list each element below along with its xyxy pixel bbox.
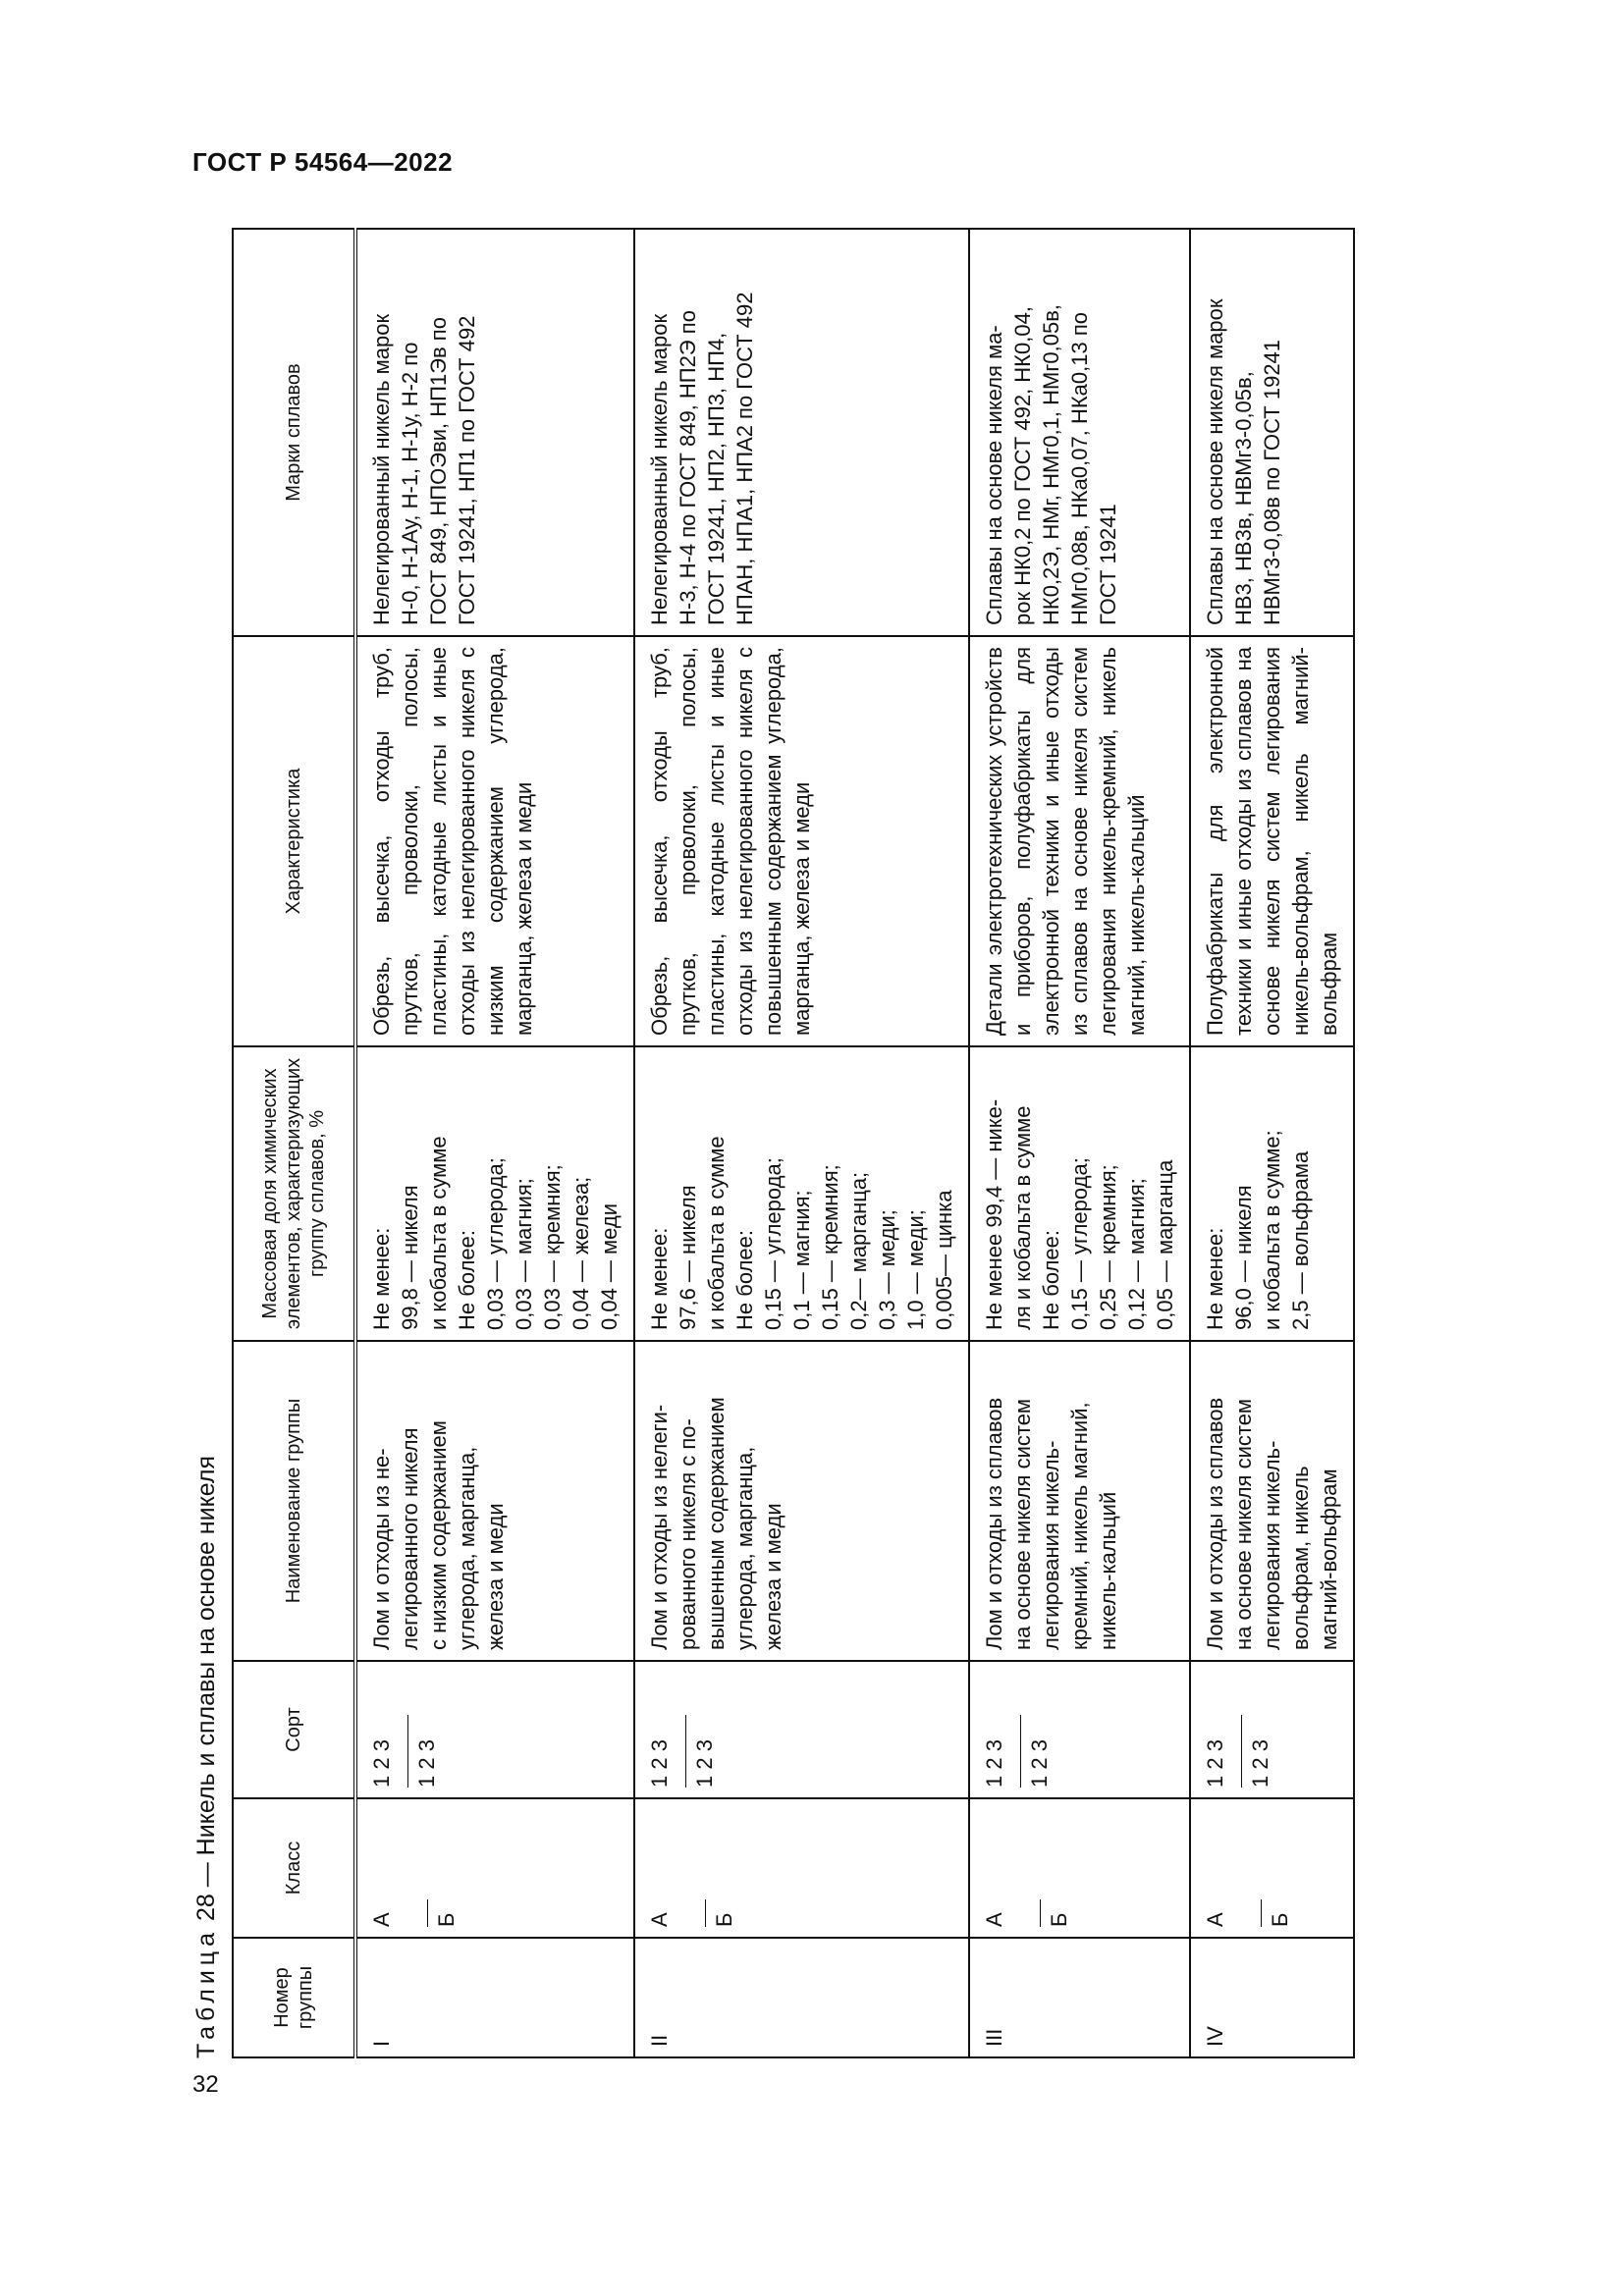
cell-characteristic: Обрезь, высечка, отходы труб, прутков, проволоки, полосы, пластины, катодные листы и иные отходы из нелегированного никеля с низким содержанием углерода, марганца, железа и меди <box>355 636 634 1046</box>
group-number: I <box>369 2040 394 2047</box>
table-caption-prefix: Таблица <box>192 1927 220 2058</box>
alloy-grade-line: НМг0,08в, НКа0,07, НКа0,13 по <box>1067 312 1092 625</box>
header-group-number: Номер группы <box>233 1938 355 2057</box>
cell-class <box>969 1798 1190 1938</box>
mass-fraction-line: Не менее 99,4 — нике- <box>982 1098 1006 1330</box>
cell-group-name <box>969 1341 1190 1661</box>
alloy-grade-line: рок НК0,2 по ГОСТ 492, НК0,04, <box>1010 306 1035 625</box>
mass-fraction-line: 0,05 — марганца <box>1153 1159 1177 1330</box>
class-b: Б <box>427 1899 460 1927</box>
table-row <box>969 229 1190 2057</box>
group-name-line: легирования никель- <box>1039 1440 1063 1650</box>
cell-class <box>1190 1798 1354 1938</box>
alloy-grade-line: НВМг3-0,08в по ГОСТ 19241 <box>1260 339 1284 625</box>
class-a: А <box>647 1912 672 1927</box>
cell-sort <box>355 1661 634 1798</box>
mass-fraction-line: 96,0 — никеля <box>1231 1185 1256 1330</box>
mass-fraction-line: 0,15 — кремния; <box>818 1164 842 1330</box>
cell-group-name <box>1190 1341 1354 1661</box>
mass-fraction-line: Не менее: <box>1203 1227 1227 1330</box>
sorts-b: 1 2 3 <box>1241 1715 1274 1788</box>
mass-fraction-line: 0,04 — меди <box>597 1202 622 1330</box>
alloy-grade-line: Сплавы на основе никеля марок <box>1203 298 1227 625</box>
table-row <box>1190 229 1354 2057</box>
cell-mass-fraction <box>1190 1046 1354 1341</box>
alloy-grade-line: ГОСТ 19241, НП2, НП3, НП4, <box>704 332 729 625</box>
cell-mass-fraction <box>355 1046 634 1341</box>
header-group-name: Наименование группы <box>233 1341 355 1661</box>
group-name-line: Лом и отходы из нелеги- <box>647 1404 672 1650</box>
mass-fraction-line: 0,03 — кремния; <box>540 1164 565 1330</box>
cell-group-number <box>1190 1938 1354 2057</box>
group-name-line: легирования никель- <box>1260 1440 1284 1650</box>
cell-alloy-grades <box>355 229 634 636</box>
table-header-row <box>233 229 355 2057</box>
cell-sort <box>634 1661 969 1798</box>
mass-fraction-line: 0,12 — магния; <box>1124 1178 1149 1330</box>
group-name-line: Лом и отходы из не- <box>369 1448 394 1650</box>
class-a: А <box>1203 1912 1227 1927</box>
cell-group-name <box>634 1341 969 1661</box>
group-name-line: Лом и отходы из сплавов <box>1203 1397 1227 1650</box>
mass-fraction-line: 0,03 — магния; <box>512 1178 536 1330</box>
alloy-grade-line: Нелегированный никель марок <box>647 313 672 625</box>
alloy-grade-line: НПАН, НПА1, НПА2 по ГОСТ 492 <box>732 292 757 625</box>
alloy-grade-line: Н-3, Н-4 по ГОСТ 849, НП2Э по <box>676 310 700 625</box>
header-alloy-grades: Марки сплавов <box>233 229 355 636</box>
mass-fraction-line: Не более: <box>1039 1229 1063 1330</box>
mass-fraction-line: и кобальта в сумме; <box>1260 1130 1284 1330</box>
mass-fraction-line: 0,005— цинка <box>932 1190 956 1330</box>
group-name-line: кремний, никель магний, <box>1067 1402 1092 1650</box>
group-name-line: углерода, марганца, <box>732 1446 757 1650</box>
group-number: III <box>982 2028 1006 2047</box>
mass-fraction-line: ля и кобальта в сумме <box>1010 1105 1035 1330</box>
header-class: Класс <box>233 1798 355 1938</box>
cell-group-number <box>634 1938 969 2057</box>
sorts-a: 1 2 3 <box>369 1739 394 1788</box>
table-caption-text: 28 — Никель и сплавы на основе никеля <box>192 1456 220 1928</box>
cell-characteristic: Детали электротехнических устройств и приборов, полуфабрикаты для электронной техники и иные отходы из сплавов на основе никеля систем легирования никель-кремний, никель магний, никель-кальций <box>969 636 1190 1046</box>
mass-fraction-line: 0,1 — магния; <box>789 1190 814 1330</box>
alloy-grade-line: ГОСТ 19241, НП1 по ГОСТ 492 <box>455 315 479 625</box>
header-sort: Сорт <box>233 1661 355 1798</box>
class-a: А <box>369 1912 394 1927</box>
cell-group-name <box>355 1341 634 1661</box>
group-number: II <box>647 2034 672 2047</box>
group-name-line: рованного никеля с по- <box>676 1418 700 1650</box>
mass-fraction-line: 97,6 — никеля <box>676 1185 700 1330</box>
group-name-line: на основе никеля систем <box>1231 1398 1256 1650</box>
cell-class <box>355 1798 634 1938</box>
cell-group-number <box>355 1938 634 2057</box>
table-row <box>355 229 634 2057</box>
group-name-line: железа и меди <box>483 1503 508 1650</box>
mass-fraction-line: Не более: <box>732 1229 757 1330</box>
class-b: Б <box>705 1899 738 1927</box>
cell-alloy-grades <box>634 229 969 636</box>
group-name-line: углерода, марганца, <box>455 1446 479 1650</box>
alloy-grade-line: ГОСТ 849, НПОЭви, НП1Эв по <box>426 317 451 625</box>
cell-characteristic: Обрезь, высечка, отходы труб, прутков, проволоки, полосы, пластины, катодные листы и иные отходы из нелегированного никеля с повышенным содержанием углерода, марганца, железа и меди <box>634 636 969 1046</box>
mass-fraction-line: 0,03 — углерода; <box>483 1157 508 1330</box>
sorts-a: 1 2 3 <box>982 1739 1006 1788</box>
cell-characteristic: Полуфабрикаты для электронной техники и иные отходы из сплавов на основе никеля систем легирования никель-вольфрам, никель магний-вольфрам <box>1190 636 1354 1046</box>
page-number: 32 <box>192 2071 219 2098</box>
sorts-b: 1 2 3 <box>685 1715 719 1788</box>
table-row <box>634 229 969 2057</box>
mass-fraction-line: Не менее: <box>369 1227 394 1330</box>
table-caption <box>192 1456 228 2058</box>
sorts-a: 1 2 3 <box>647 1739 672 1788</box>
rotated-table-area <box>192 230 1410 2058</box>
alloy-grade-line: Нелегированный никель марок <box>369 313 394 625</box>
mass-fraction-line: 0,04 — железа; <box>568 1176 593 1330</box>
class-b: Б <box>1040 1899 1073 1927</box>
cell-mass-fraction <box>634 1046 969 1341</box>
mass-fraction-line: и кобальта в сумме <box>426 1136 451 1330</box>
group-name-line: железа и меди <box>761 1503 785 1650</box>
group-name-line: Лом и отходы из сплавов <box>982 1397 1006 1650</box>
header-characteristic: Характеристика <box>233 636 355 1046</box>
alloy-grade-line: НК0,2Э, НМг, НМг0,1, НМг0,05в, <box>1039 303 1063 625</box>
sorts-b: 1 2 3 <box>407 1715 441 1788</box>
group-name-line: на основе никеля систем <box>1010 1398 1035 1650</box>
mass-fraction-line: 0,15 — углерода; <box>1067 1157 1092 1330</box>
class-a: А <box>982 1912 1006 1927</box>
mass-fraction-line: и кобальта в сумме <box>704 1136 729 1330</box>
sorts-a: 1 2 3 <box>1203 1739 1227 1788</box>
class-b: Б <box>1261 1899 1294 1927</box>
group-name-line: вышенным содержанием <box>704 1397 729 1650</box>
mass-fraction-line: 0,2— марганца; <box>846 1171 871 1330</box>
mass-fraction-line: 0,25 — кремния; <box>1096 1164 1120 1330</box>
header-mass-fraction: Массовая доля химических элементов, характеризующих группу сплавов, % <box>233 1046 355 1341</box>
mass-fraction-line: 0,15 — углерода; <box>761 1157 785 1330</box>
alloy-grade-line: Сплавы на основе никеля ма- <box>982 325 1006 625</box>
alloy-grade-line: ГОСТ 19241 <box>1096 504 1120 625</box>
cell-mass-fraction <box>969 1046 1190 1341</box>
sorts-b: 1 2 3 <box>1020 1715 1054 1788</box>
cell-sort <box>1190 1661 1354 1798</box>
alloy-grade-line: НВ3, НВ3в, НВМг3-0,05в, <box>1231 371 1256 625</box>
mass-fraction-line: 99,8 — никеля <box>398 1185 422 1330</box>
group-name-line: с низким содержанием <box>426 1420 451 1650</box>
nickel-alloys-table <box>232 228 1355 2058</box>
group-name-line: никель-кальций <box>1096 1491 1120 1650</box>
mass-fraction-line: Не более: <box>455 1229 479 1330</box>
document-standard-header: ГОСТ Р 54564—2022 <box>192 147 454 177</box>
cell-alloy-grades <box>969 229 1190 636</box>
alloy-grade-line: Н-0, Н-1Ау, Н-1, Н-1у, Н-2 по <box>398 342 422 625</box>
group-name-line: вольфрам, никель <box>1288 1466 1313 1650</box>
mass-fraction-line: 1,0 — меди; <box>903 1209 928 1330</box>
group-number: IV <box>1203 2026 1227 2047</box>
mass-fraction-line: 2,5 — вольфрама <box>1288 1150 1313 1330</box>
mass-fraction-line: 0,3 — меди; <box>875 1209 899 1330</box>
cell-alloy-grades <box>1190 229 1354 636</box>
cell-group-number <box>969 1938 1190 2057</box>
cell-sort <box>969 1661 1190 1798</box>
cell-class <box>634 1798 969 1938</box>
mass-fraction-line: Не менее: <box>647 1227 672 1330</box>
table-body <box>355 229 1354 2057</box>
group-name-line: легированного никеля <box>398 1427 422 1650</box>
group-name-line: магний-вольфрам <box>1317 1468 1341 1650</box>
